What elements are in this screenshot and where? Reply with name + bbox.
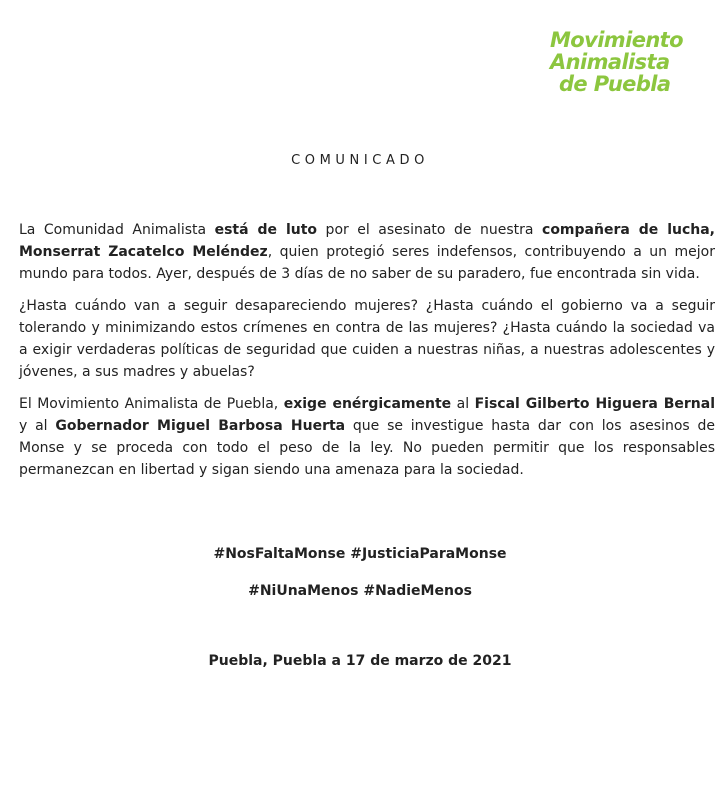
emphasis-text: compañera de lucha, Monserrat Zacatelco Meléndez [19,222,715,260]
paragraph-mourning [19,219,715,285]
paragraph-questions [19,295,715,383]
emphasis-text: Gobernador Miguel Barbosa Huerta [55,418,346,434]
emphasis-text: exige enérgicamente [283,396,452,412]
statement-body [19,219,715,491]
paragraph-text: y al [19,418,56,434]
logo-line-2: Animalista [550,50,670,74]
emphasis-text: está de luto [214,222,318,238]
logo-line-3: de Puebla [559,72,671,96]
logo-line-1: Movimiento [550,28,683,52]
paragraph-text: ¿Hasta cuándo van a seguir desapareciendo mujeres? ¿Hasta cuándo el gobierno va a seguir tolerando y minimizando estos crímenes en contra de las mujeres? ¿Hasta cuándo la sociedad va a exigir verdaderas políticas de seguridad que cuiden a nuestras niñas, a nuestras adolescentes y jóvenes, a sus madres y abuelas? [19,298,715,380]
emphasis-text: Fiscal Gilberto Higuera Bernal [474,396,715,412]
paragraph-text: al [451,396,475,412]
paragraph-text: que se investigue hasta dar con los asesinos de Monse y se proceda con todo el peso de la ley. No pueden permitir que los responsables permanezcan en libertad y sigan siendo una amenaza para la sociedad. [19,418,715,478]
paragraph-text: por el asesinato de nuestra [317,222,543,238]
organization-logo [548,30,698,95]
paragraph-text: La Comunidad Animalista [19,222,215,238]
hashtags-line-2: #NiUnaMenos #NadieMenos [248,583,472,599]
paragraph-text: , quien protegió seres indefensos, contribuyendo a un mejor mundo para todos. Ayer, después de 3 días de no saber de su paradero, fue encontrada sin vida. [19,244,715,282]
place-date-signoff: Puebla, Puebla a 17 de marzo de 2021 [208,653,512,669]
paragraph-demand [19,393,715,481]
paragraph-text: El Movimiento Animalista de Puebla, [19,396,284,412]
hashtags-line-1: #NosFaltaMonse #JusticiaParaMonse [213,546,507,562]
document-title: COMUNICADO [291,153,429,168]
